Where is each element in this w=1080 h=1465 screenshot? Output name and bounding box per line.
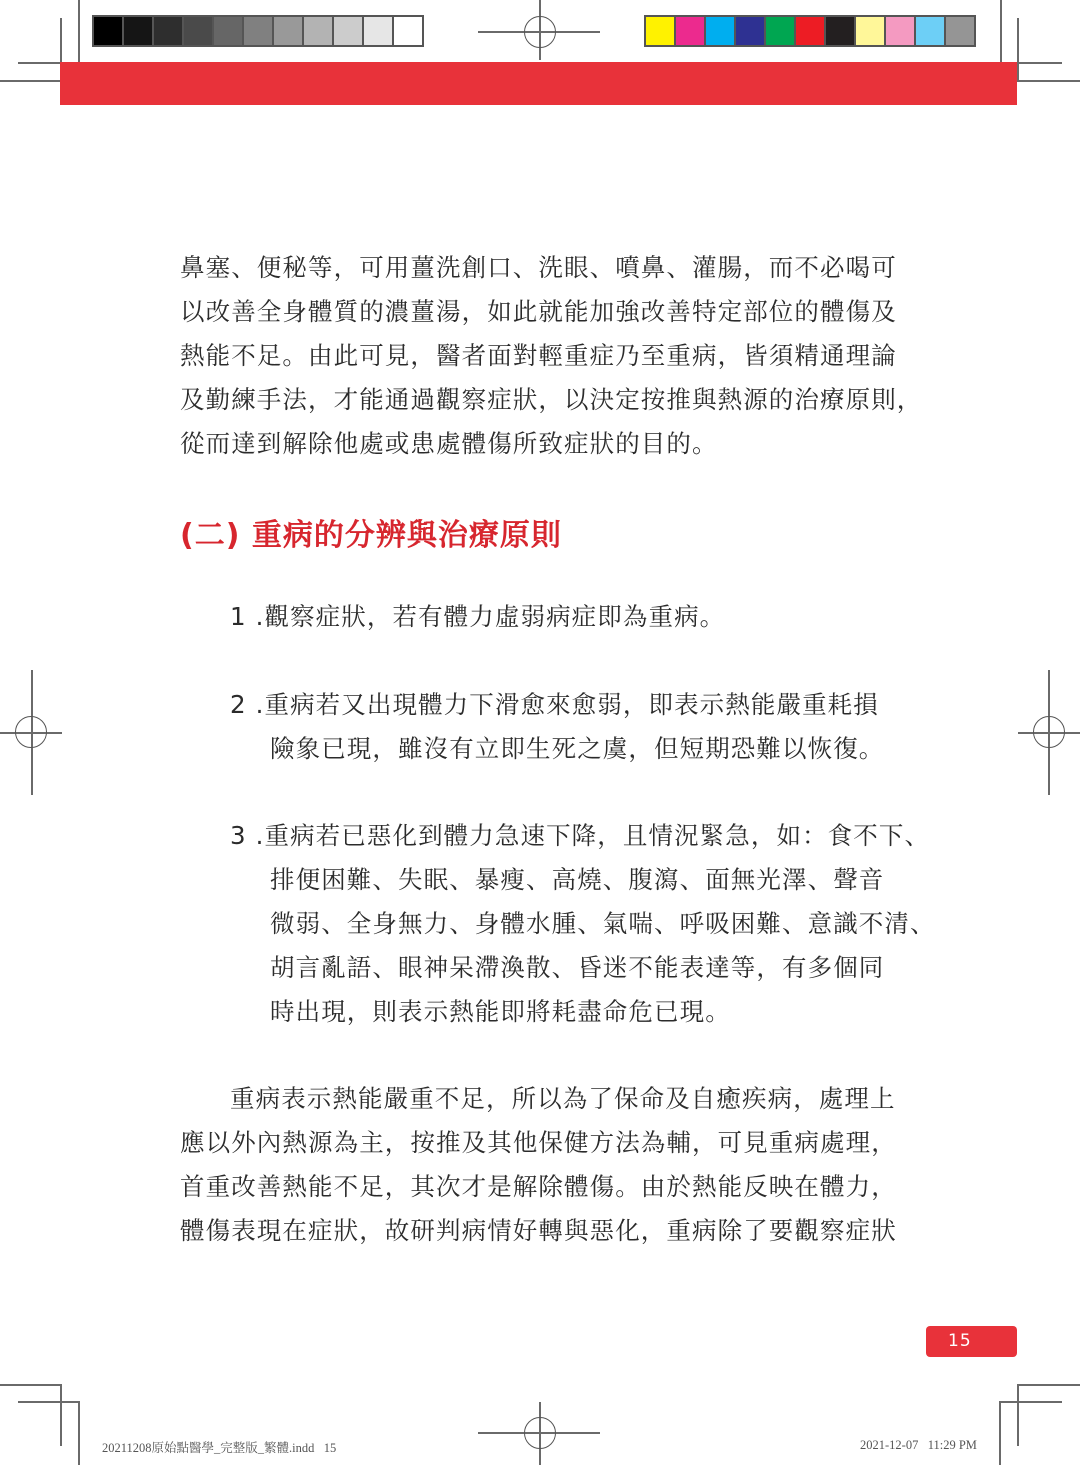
list-item-3 (230, 814, 936, 1034)
gray-swatch (304, 17, 332, 45)
text-line: 體傷表現在症狀，故研判病情好轉與惡化，重病除了要觀察症狀 (180, 1216, 897, 1245)
gray-swatch (214, 17, 242, 45)
text-line: 胡言亂語、眼神呆滯渙散、昏迷不能表達等，有多個同 (270, 953, 885, 982)
registration-mark-top-icon (524, 16, 556, 48)
gray-swatch (244, 17, 272, 45)
list-item-1 (230, 595, 902, 639)
crop-mark (1017, 1384, 1019, 1446)
text-line: 熱能不足。由此可見，醫者面對輕重症乃至重病，皆須精通理論 (180, 341, 897, 370)
gray-swatch (184, 17, 212, 45)
item-number: 2 (230, 690, 247, 719)
text-line: 及勤練手法，才能通過觀察症狀，以決定按推與熱源的治療原則， (180, 385, 923, 414)
registration-mark-left-icon (15, 716, 47, 748)
text-line: 以改善全身體質的濃薑湯，如此就能加強改善特定部位的體傷及 (180, 297, 897, 326)
text-line: 應以外內熱源為主，按推及其他保健方法為輔，可見重病處理， (180, 1128, 897, 1157)
grayscale-color-bar (92, 15, 424, 47)
crop-mark (1017, 18, 1019, 80)
crop-mark (999, 1401, 1001, 1465)
text-line: 首重改善熱能不足，其次才是解除體傷。由於熱能反映在體力， (180, 1172, 897, 1201)
color-swatch-black (826, 17, 854, 45)
crop-mark (1000, 0, 1002, 62)
gray-swatch (124, 17, 152, 45)
color-swatch-yellow (646, 17, 674, 45)
registration-mark-bottom-icon (524, 1417, 556, 1449)
intro-paragraph (180, 246, 923, 466)
crop-mark (18, 1401, 80, 1403)
closing-paragraph (180, 1077, 902, 1253)
list-item-2 (230, 683, 902, 771)
color-swatch-blue (736, 17, 764, 45)
gray-swatch (154, 17, 182, 45)
color-swatch-light-cyan (916, 17, 944, 45)
crop-mark (78, 0, 80, 62)
text-line: 從而達到解除他處或患處體傷所致症狀的目的。 (180, 429, 718, 458)
registration-mark-right-icon (1033, 716, 1065, 748)
crop-mark (60, 1384, 62, 1446)
crop-mark (1017, 1384, 1080, 1386)
crop-mark (0, 80, 60, 82)
section-heading: (二) 重病的分辨與治療原則 (180, 518, 562, 553)
color-swatch-pink (886, 17, 914, 45)
color-swatch-cyan (706, 17, 734, 45)
gray-swatch (94, 17, 122, 45)
crop-mark (1000, 1401, 1062, 1403)
color-swatch-gray (946, 17, 974, 45)
color-swatch-green (766, 17, 794, 45)
text-line: 鼻塞、便秘等，可用薑洗創口、洗眼、噴鼻、灌腸，而不必喝可 (180, 253, 897, 282)
text-line: 1 .觀察症狀，若有體力虛弱病症即為重病。 (230, 602, 726, 631)
crop-mark (1017, 80, 1080, 82)
gray-swatch (364, 17, 392, 45)
color-swatch-red (796, 17, 824, 45)
text-line: 3 .重病若已惡化到體力急速下降，且情況緊急，如：食不下、 (230, 821, 931, 850)
item-number: 1 (230, 602, 247, 631)
text-line: 時出現，則表示熱能即將耗盡命危已現。 (270, 997, 731, 1026)
footer-filename: 20211208原始點醫學_完整版_繁體.indd 15 (102, 1441, 337, 1455)
text-line: 重病表示熱能嚴重不足，所以為了保命及自癒疾病，處理上 (230, 1084, 896, 1113)
footer-timestamp: 2021-12-07 11:29 PM (860, 1438, 977, 1452)
text-line: 險象已現，雖沒有立即生死之虞，但短期恐難以恢復。 (270, 734, 885, 763)
text-line: 微弱、全身無力、身體水腫、氣喘、呼吸困難、意識不清、 (270, 909, 936, 938)
crop-mark (0, 1384, 60, 1386)
page-number-badge: 15 (926, 1326, 1017, 1357)
gray-swatch (274, 17, 302, 45)
color-swatch-light-yellow (856, 17, 884, 45)
gray-swatch (334, 17, 362, 45)
chapter-header-bar (60, 62, 1017, 105)
color-swatch-magenta (676, 17, 704, 45)
crop-mark (78, 1401, 80, 1465)
gray-swatch (394, 17, 422, 45)
item-number: 3 (230, 821, 247, 850)
text-line: 2 .重病若又出現體力下滑愈來愈弱，即表示熱能嚴重耗損 (230, 690, 879, 719)
process-color-bar (644, 15, 976, 47)
text-line: 排便困難、失眠、暴瘦、高燒、腹瀉、面無光澤、聲音 (270, 865, 885, 894)
